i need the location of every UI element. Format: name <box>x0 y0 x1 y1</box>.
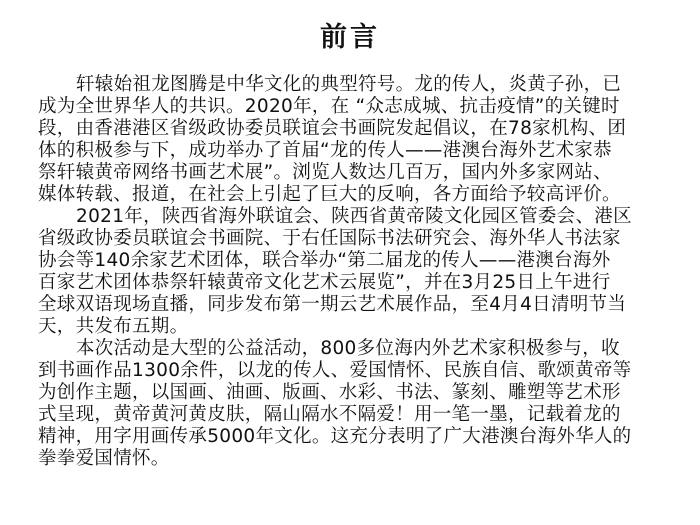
paragraph-3-line-6: 拳拳爱国情怀。 <box>38 448 170 469</box>
paragraph-3-line-4: 式呈现，黄帝黄河黄皮肤，隔山隔水不隔爱！用一笔一墨，记载着龙的 <box>38 404 621 425</box>
document-body <box>38 74 668 470</box>
paragraph-1-line-4: 体的积极参与下，成功举办了首届“龙的传人——港澳台海外艺术家恭 <box>38 140 612 161</box>
paragraph-2-line-5: 全球双语现场直播，同步发布第一期云艺术展作品，至4月4日清明节当 <box>38 294 627 315</box>
paragraph-3-line-1: 本次活动是大型的公益活动，800多位海内外艺术家积极参与，收 <box>76 338 620 359</box>
paragraph-1-line-5: 祭轩辕黄帝网络书画艺术展”。浏览人数达几百万，国内外多家网站、 <box>38 162 612 183</box>
paragraph-1-line-1: 轩辕始祖龙图腾是中华文化的典型符号。龙的传人，炎黄子孙，已 <box>76 74 622 95</box>
paragraph-2-line-2: 省级政协委员联谊会书画院、于右任国际书法研究会、海外华人书法家 <box>38 228 621 249</box>
paragraph-3-line-5: 精神，用字用画传承5000年文化。这充分表明了广大港澳台海外华人的 <box>38 426 632 447</box>
page-title: 前言 <box>320 22 380 53</box>
paragraph-2-line-3: 协会等140余家艺术团体，联合举办“第二届龙的传人——港澳台海外 <box>38 250 611 271</box>
paragraph-3-line-2: 到书画作品1300余件，以龙的传人、爱国情怀、民族自信、歌颂黄帝等 <box>38 360 632 381</box>
paragraph-2-line-6: 天，共发布五期。 <box>38 316 189 337</box>
paragraph-1-line-3: 段，由香港港区省级政协委员联谊会书画院发起倡议，在78家机构、团 <box>38 118 627 139</box>
paragraph-1-line-2: 成为全世界华人的共识。2020年，在 “众志成城、抗击疫情”的关键时 <box>38 96 620 117</box>
paragraph-3-line-3: 为创作主题，以国画、油画、版画、水彩、书法、篆刻、雕塑等艺术形 <box>38 382 621 403</box>
paragraph-2-line-1: 2021年，陕西省海外联谊会、陕西省黄帝陵文化园区管委会、港区 <box>76 206 632 227</box>
paragraph-2-line-4: 百家艺术团体恭祭轩辕黄帝文化艺术云展览”，并在3月25日上午进行 <box>38 272 611 293</box>
paragraph-1-line-6: 媒体转载、报道，在社会上引起了巨大的反响，各方面给予较高评价。 <box>38 184 621 205</box>
